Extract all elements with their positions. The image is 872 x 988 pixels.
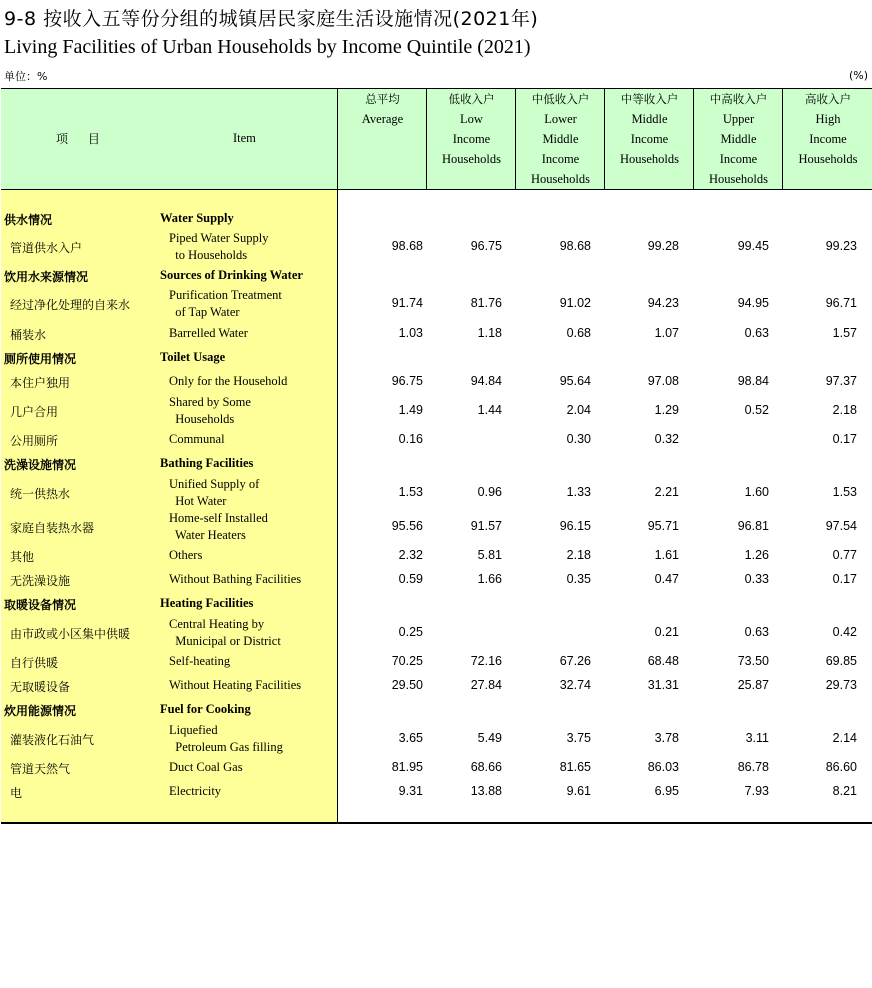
unit-label-right: (%) (848, 69, 868, 82)
row-label-en (160, 210, 234, 227)
row-label-en-line: Others (169, 548, 203, 562)
table-title-en: Living Facilities of Urban Households by Income Quintile (2021) (4, 36, 531, 58)
cell-middle-income: 86.03 (647, 760, 679, 774)
row-label-en-line: of Tap Water (169, 305, 240, 319)
column-header-en: Households (708, 172, 769, 186)
cell-high-income: 99.23 (825, 239, 857, 253)
cell-low-income: 81.76 (470, 296, 502, 310)
row-label-en (169, 722, 283, 756)
cell-average: 1.03 (398, 326, 423, 340)
column-header-lower-middle-income (515, 89, 605, 189)
cell-middle-income: 0.47 (654, 572, 679, 586)
row-label-cn: 洗澡设施情况 (4, 458, 77, 472)
row-label-en-line: Unified Supply of (169, 477, 260, 491)
column-header-en: Income (452, 132, 491, 146)
row-label-cn: 电 (10, 786, 23, 800)
row-label-en-line: Heating Facilities (160, 596, 254, 610)
row-label-en-line: Water Heaters (169, 528, 246, 542)
row-label-en (169, 677, 301, 694)
row-label-cn: 几户合用 (10, 405, 59, 419)
cell-average: 2.32 (398, 548, 423, 562)
row-label-en (160, 267, 303, 284)
cell-middle-income: 95.71 (647, 519, 679, 533)
row-label-en (169, 653, 230, 670)
cell-upper-middle-income: 7.93 (744, 784, 769, 798)
row-label-cn: 供水情况 (4, 213, 53, 227)
header-item-en: Item (233, 131, 256, 145)
row-label-en-line: Piped Water Supply (169, 231, 269, 245)
cell-high-income: 86.60 (825, 760, 857, 774)
row-label-cn: 饮用水来源情况 (4, 270, 89, 284)
cell-upper-middle-income: 1.26 (744, 548, 769, 562)
row-label-en-line: Without Bathing Facilities (169, 572, 302, 586)
row-label-en-line: Duct Coal Gas (169, 760, 243, 774)
cell-low-income: 1.18 (477, 326, 502, 340)
row-label-en-line: Purification Treatment (169, 288, 282, 302)
row-label-en (169, 783, 221, 800)
cell-lower-middle-income: 0.68 (566, 326, 591, 340)
row-label-en-line: Sources of Drinking Water (160, 268, 303, 282)
row-label-en (169, 431, 225, 448)
cell-average: 29.50 (391, 678, 423, 692)
cell-average: 95.56 (391, 519, 423, 533)
row-label-en-line: Liquefied (169, 723, 218, 737)
cell-lower-middle-income: 98.68 (559, 239, 591, 253)
column-header-en: Income (719, 152, 758, 166)
row-label-en-line: Communal (169, 432, 225, 446)
cell-high-income: 69.85 (825, 654, 857, 668)
row-label-en-line: Water Supply (160, 211, 234, 225)
cell-middle-income: 2.21 (654, 485, 679, 499)
cell-middle-income: 6.95 (654, 784, 679, 798)
cell-upper-middle-income: 0.63 (744, 326, 769, 340)
column-header-cn: 高收入户 (805, 92, 851, 106)
cell-low-income: 96.75 (470, 239, 502, 253)
column-header-cn: 中低收入户 (531, 92, 590, 106)
cell-high-income: 29.73 (825, 678, 857, 692)
cell-lower-middle-income: 1.33 (566, 485, 591, 499)
column-header-en: Households (530, 172, 591, 186)
cell-average: 1.49 (398, 403, 423, 417)
cell-lower-middle-income: 67.26 (559, 654, 591, 668)
cell-upper-middle-income: 3.11 (745, 731, 769, 745)
cell-middle-income: 97.08 (647, 374, 679, 388)
row-label-en (169, 325, 248, 342)
cell-low-income: 0.96 (477, 485, 502, 499)
row-label-en-line: Municipal or District (169, 634, 281, 648)
cell-high-income: 97.37 (825, 374, 857, 388)
column-header-en: Middle (720, 132, 757, 146)
row-label-en-line: to Households (169, 248, 248, 262)
column-header-middle-income (604, 89, 694, 189)
cell-average: 81.95 (391, 760, 423, 774)
cell-high-income: 1.53 (832, 485, 857, 499)
cell-middle-income: 0.32 (654, 432, 679, 446)
column-header-upper-middle-income (693, 89, 783, 189)
cell-low-income: 5.49 (477, 731, 502, 745)
row-label-en-line: Home-self Installed (169, 511, 268, 525)
cell-lower-middle-income: 81.65 (559, 760, 591, 774)
row-label-en-line: Without Heating Facilities (169, 678, 302, 692)
row-label-cn: 灌装液化石油气 (10, 733, 95, 747)
cell-upper-middle-income: 0.33 (744, 572, 769, 586)
row-label-cn: 厕所使用情况 (4, 352, 77, 366)
cell-average: 9.31 (398, 784, 423, 798)
cell-lower-middle-income: 2.04 (566, 403, 591, 417)
cell-middle-income: 3.78 (654, 731, 679, 745)
cell-lower-middle-income: 0.35 (566, 572, 591, 586)
cell-middle-income: 99.28 (647, 239, 679, 253)
row-label-en (169, 373, 287, 390)
row-label-en (169, 571, 301, 588)
row-label-en (160, 349, 225, 366)
row-label-cn: 炊用能源情况 (4, 704, 77, 718)
row-label-en-line: Shared by Some (169, 395, 251, 409)
cell-low-income: 1.66 (477, 572, 502, 586)
row-label-en (169, 287, 282, 321)
cell-lower-middle-income: 91.02 (559, 296, 591, 310)
row-label-cn: 管道供水入户 (10, 241, 83, 255)
data-table (1, 88, 872, 824)
cell-average: 98.68 (391, 239, 423, 253)
row-label-cn: 桶装水 (10, 328, 47, 342)
row-label-cn: 其他 (10, 550, 35, 564)
cell-upper-middle-income: 86.78 (737, 760, 769, 774)
column-header-low-income (426, 89, 516, 189)
cell-low-income: 91.57 (470, 519, 502, 533)
cell-average: 1.53 (398, 485, 423, 499)
column-header-en: Households (441, 152, 502, 166)
table-header (1, 89, 872, 190)
row-label-en-line: Toilet Usage (160, 350, 226, 364)
row-label-en (169, 476, 259, 510)
cell-average: 3.65 (398, 731, 423, 745)
row-label-en (169, 759, 243, 776)
cell-middle-income: 0.21 (654, 625, 679, 639)
row-label-cn: 无取暖设备 (10, 680, 71, 694)
row-label-en-line: Central Heating by (169, 617, 265, 631)
cell-upper-middle-income: 73.50 (737, 654, 769, 668)
row-label-en-line: Bathing Facilities (160, 456, 254, 470)
row-label-cn: 经过净化处理的自来水 (10, 298, 131, 312)
cell-low-income: 1.44 (477, 403, 502, 417)
cell-upper-middle-income: 96.81 (737, 519, 769, 533)
cell-lower-middle-income: 3.75 (566, 731, 591, 745)
row-label-cn: 取暖设备情况 (4, 598, 77, 612)
row-label-en (169, 547, 202, 564)
cell-lower-middle-income: 96.15 (559, 519, 591, 533)
cell-low-income: 13.88 (470, 784, 502, 798)
cell-upper-middle-income: 25.87 (737, 678, 769, 692)
cell-middle-income: 31.31 (647, 678, 679, 692)
column-header-en: High (815, 112, 841, 126)
cell-upper-middle-income: 99.45 (737, 239, 769, 253)
column-header-en: Lower (544, 112, 577, 126)
cell-average: 0.16 (398, 432, 423, 446)
table-title-cn: 9-8 按收入五等份分组的城镇居民家庭生活设施情况(2021年) (4, 8, 539, 30)
cell-high-income: 1.57 (832, 326, 857, 340)
cell-lower-middle-income: 95.64 (559, 374, 591, 388)
cell-middle-income: 68.48 (647, 654, 679, 668)
column-header-en: Income (630, 132, 669, 146)
cell-upper-middle-income: 94.95 (737, 296, 769, 310)
column-header-average (337, 89, 427, 189)
column-header-high-income (782, 89, 872, 189)
cell-upper-middle-income: 98.84 (737, 374, 769, 388)
row-label-en (160, 701, 251, 718)
row-label-cn: 本住户独用 (10, 376, 71, 390)
row-label-en-line: Hot Water (169, 494, 227, 508)
unit-label: 单位：% (4, 70, 48, 83)
row-label-cn: 由市政或小区集中供暖 (10, 627, 131, 641)
cell-average: 96.75 (391, 374, 423, 388)
row-label-en (160, 455, 253, 472)
cell-middle-income: 1.61 (654, 548, 679, 562)
column-header-cn: 中高收入户 (709, 92, 768, 106)
row-label-cn: 家庭自装热水器 (10, 521, 95, 535)
cell-middle-income: 1.07 (654, 326, 679, 340)
column-header-cn: 低收入户 (448, 92, 495, 106)
cell-high-income: 8.21 (832, 784, 857, 798)
column-header-en: Income (809, 132, 847, 146)
row-label-cn: 公用厕所 (10, 434, 59, 448)
cell-middle-income: 94.23 (647, 296, 679, 310)
column-header-en: Low (460, 112, 483, 126)
cell-upper-middle-income: 0.52 (744, 403, 769, 417)
row-label-en (169, 616, 281, 650)
cell-average: 0.59 (398, 572, 423, 586)
cell-upper-middle-income: 0.63 (744, 625, 769, 639)
row-label-en (169, 230, 268, 264)
cell-low-income: 68.66 (470, 760, 502, 774)
column-header-cn: 总平均 (365, 92, 400, 106)
row-label-en-line: Electricity (169, 784, 222, 798)
row-label-cn: 管道天然气 (10, 762, 71, 776)
cell-average: 70.25 (391, 654, 423, 668)
cell-low-income: 94.84 (470, 374, 502, 388)
row-label-en-line: Self-heating (169, 654, 231, 668)
row-label-en-line: Households (169, 412, 235, 426)
row-label-en (169, 510, 268, 544)
cell-lower-middle-income: 32.74 (559, 678, 591, 692)
column-header-en: Income (541, 152, 580, 166)
row-label-en-line: Petroleum Gas filling (169, 740, 283, 754)
cell-middle-income: 1.29 (654, 403, 679, 417)
row-label-en-line: Only for the Household (169, 374, 288, 388)
header-item-cn: 项 目 (56, 132, 108, 146)
cell-low-income: 5.81 (477, 548, 502, 562)
cell-high-income: 0.17 (832, 572, 857, 586)
cell-high-income: 2.18 (832, 403, 857, 417)
cell-lower-middle-income: 0.30 (566, 432, 591, 446)
cell-high-income: 96.71 (825, 296, 857, 310)
row-label-en (169, 394, 251, 428)
row-label-en-line: Fuel for Cooking (160, 702, 251, 716)
cell-high-income: 0.17 (832, 432, 857, 446)
row-label-en (160, 595, 253, 612)
column-header-en: Households (798, 152, 858, 166)
row-label-cn: 自行供暖 (10, 656, 59, 670)
cell-low-income: 72.16 (470, 654, 502, 668)
row-label-en-line: Barrelled Water (169, 326, 248, 340)
column-header-cn: 中等收入户 (620, 92, 679, 106)
row-label-cn: 统一供热水 (10, 487, 71, 501)
column-header-en: Upper (722, 112, 755, 126)
column-header-en: Middle (542, 132, 579, 146)
cell-lower-middle-income: 2.18 (566, 548, 591, 562)
column-header-en: Middle (631, 112, 668, 126)
column-header-en: Average (361, 112, 404, 126)
column-header-en: Households (619, 152, 680, 166)
cell-average: 0.25 (398, 625, 423, 639)
cell-low-income: 27.84 (470, 678, 502, 692)
cell-lower-middle-income: 9.61 (566, 784, 591, 798)
cell-high-income: 97.54 (825, 519, 857, 533)
cell-high-income: 0.42 (832, 625, 857, 639)
cell-average: 91.74 (391, 296, 423, 310)
cell-high-income: 0.77 (832, 548, 857, 562)
cell-upper-middle-income: 1.60 (744, 485, 769, 499)
row-label-cn: 无洗澡设施 (10, 574, 71, 588)
cell-high-income: 2.14 (832, 731, 857, 745)
